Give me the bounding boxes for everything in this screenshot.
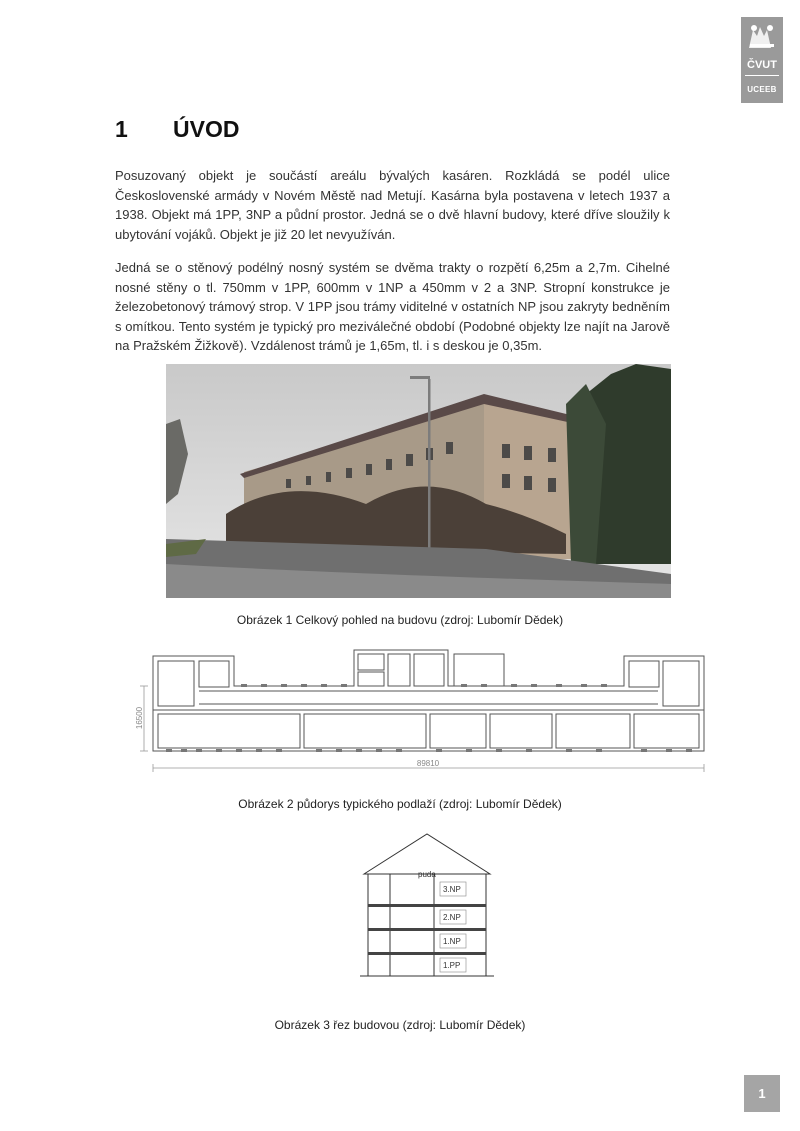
section-attic-label: puda [418,870,436,879]
plan-width-dimension: 89810 [416,759,440,768]
building-photo [166,364,671,598]
chapter-heading [115,116,239,143]
chapter-number: 1 [115,116,128,142]
cvut-emblem-icon [745,22,779,52]
section-floor-label: 1.NP [443,937,461,946]
figure-3-caption: Obrázek 3 řez budovou (zdroj: Lubomír Dědek) [274,1018,526,1032]
building-section-drawing [360,828,494,986]
logo-divider [745,75,779,76]
logo-text-uceeb: UCEEB [747,85,777,94]
plan-height-dimension: 16500 [135,706,144,730]
cvut-uceeb-logo [741,17,783,103]
logo-text-cvut: ČVUT [747,59,777,71]
section-floor-label: 2.NP [443,913,461,922]
intro-paragraph-1: Posuzovaný objekt je součástí areálu bývalých kasáren. Rozkládá se podél ulice Československé armády v Novém Městě nad Metují. Kasárna byla postavena v letech 1937 a 1938. Objekt má 1PP, 3NP a půdní prostor. Jedná se o dvě hlavní budovy, které dříve sloužily k ubytování vojáků. Objekt je již 20 let nevyužíván. [115,168,670,242]
section-floor-label: 3.NP [443,885,461,894]
floor-plan-drawing [136,646,710,778]
chapter-title: ÚVOD [173,116,240,142]
figure-1-caption: Obrázek 1 Celkový pohled na budovu (zdroj: Lubomír Dědek) [236,613,564,627]
section-floor-label: 1.PP [443,961,461,970]
page-number: 1 [744,1075,780,1112]
intro-paragraph-2: Jedná se o stěnový podélný nosný systém se dvěma trakty o rozpětí 6,25m a 2,7m. Cihelné nosné stěny o tl. 750mm v 1PP, 600mm v 1NP a 450mm v 2 a 3NP. Stropní konstrukce je železobetonový trámový strop. V 1PP jsou trámy viditelné v ostatních NP jsou zakryty bedněním s omítkou. Tento systém je typický pro meziválečné období (Podobné objekty lze najít na Jarově na Pražském Žižkově). Vzdálenost trámů je 1,65m, tl. i s deskou je 0,35m. [115,260,670,353]
figure-2-caption: Obrázek 2 půdorys typického podlaží (zdroj: Lubomír Dědek) [238,797,562,811]
